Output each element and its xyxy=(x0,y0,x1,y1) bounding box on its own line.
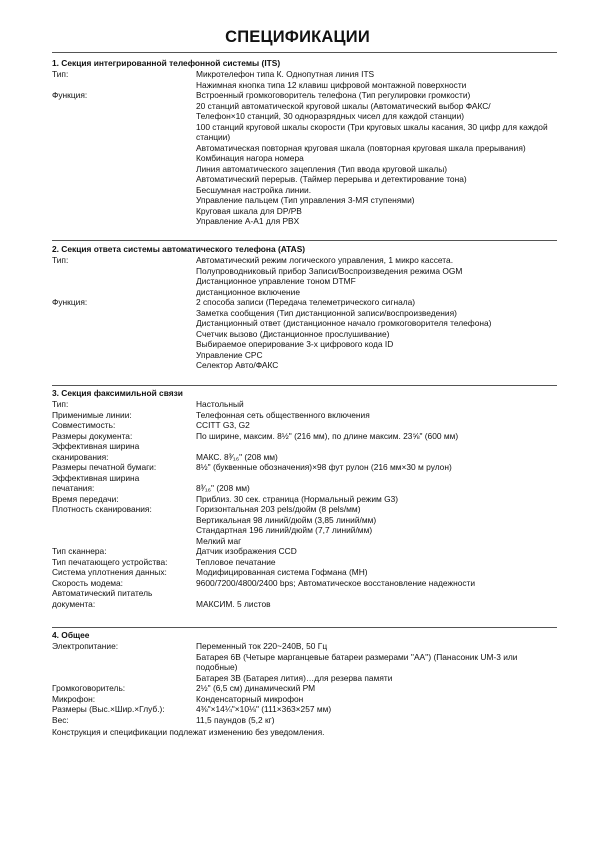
spec-label: Громкоговоритель: xyxy=(52,683,126,693)
spec-label: Тип сканнера: xyxy=(52,546,107,556)
spec-label: Скорость модема: xyxy=(52,577,124,588)
spec-value-line: Автоматический режим логического управления, 1 микро кассета. xyxy=(196,255,454,265)
spec-label: Микрофон: xyxy=(52,693,96,704)
spec-value xyxy=(196,504,557,546)
spec-value-line: Батарея 6В (Четыре марганцевые батареи размерами ''АА'') (Панасоник UM-3 или подобные) xyxy=(196,651,518,672)
spec-label: Применимые линии: xyxy=(52,409,132,420)
spec-value-line: Автоматический перерыв. (Таймер перерыва и детектирование тона) xyxy=(196,174,467,184)
spec-row xyxy=(52,694,557,705)
spec-value-line: Микротелефон типа К. Однопутная линия ITS xyxy=(196,69,375,79)
spec-value xyxy=(196,494,557,505)
spec-value-line: Тепловое печатание xyxy=(196,556,276,567)
spec-value xyxy=(196,683,557,694)
section-heading: 2. Секция ответа системы автоматического телефона (ATAS) xyxy=(52,244,306,254)
spec-row xyxy=(52,255,557,297)
spec-label: Размеры (Выс.×Шир.×Глуб.): xyxy=(52,704,165,714)
spec-value xyxy=(196,473,557,494)
spec-value-line: 2½" (6,5 см) динамический PM xyxy=(196,683,316,693)
section-4-divider xyxy=(52,627,557,628)
spec-row xyxy=(52,578,557,589)
spec-value-line: Приблиз. 30 сек. страница (Нормальный режим G3) xyxy=(196,493,399,504)
page-title: СПЕЦИФИКАЦИИ xyxy=(225,28,370,46)
spec-row xyxy=(52,410,557,421)
section-atas xyxy=(52,244,557,371)
spec-row xyxy=(52,494,557,505)
spec-value xyxy=(196,704,557,715)
spec-value xyxy=(196,546,557,557)
spec-label: Электропитание: xyxy=(52,641,119,651)
spec-value-line: Настольный xyxy=(196,399,244,409)
spec-value-line: 100 станций круговой шкалы скорости (Три круговых шкалы касания, 30 цифр для каждой станции) xyxy=(196,121,548,142)
spec-label: Система уплотнения данных: xyxy=(52,567,167,577)
spec-row xyxy=(52,641,557,683)
spec-label: Плотность сканирования: xyxy=(52,504,152,514)
spec-value-line: МАКСИМ. 5 листов xyxy=(196,598,271,609)
spec-value-line: Дистанционное управление тоном DTMF xyxy=(196,276,356,286)
spec-row xyxy=(52,504,557,546)
spec-value-line: Комбинация нагора номера xyxy=(196,153,304,163)
spec-value-line: 2 способа записи (Передача телеметрического сигнала) xyxy=(196,297,416,307)
spec-value xyxy=(196,255,557,297)
spec-label: Тип: xyxy=(52,255,69,265)
spec-row xyxy=(52,546,557,557)
spec-value-line xyxy=(196,441,557,452)
spec-value xyxy=(196,462,557,473)
spec-label: Тип печатающего устройства: xyxy=(52,556,168,567)
spec-value-line: Стандартная 196 линий/дюйм (7,7 линий/мм) xyxy=(196,525,373,535)
spec-row xyxy=(52,90,557,227)
spec-row xyxy=(52,420,557,431)
section-its xyxy=(52,58,557,227)
spec-label: Совместимость: xyxy=(52,420,116,430)
spec-value xyxy=(196,557,557,568)
spec-row xyxy=(52,588,557,609)
spec-value-line: Селектор Авто/ФАКС xyxy=(196,360,279,370)
spec-value xyxy=(196,69,557,90)
spec-row xyxy=(52,69,557,90)
spec-label: Размеры документа: xyxy=(52,430,133,441)
section-1-divider xyxy=(52,52,557,53)
spec-value xyxy=(196,297,557,371)
spec-value xyxy=(196,431,557,442)
spec-label: Время передачи: xyxy=(52,493,119,504)
spec-value-line: Вертикальная 98 линий/дюйм (3,85 линий/мм) xyxy=(196,514,377,525)
spec-value xyxy=(196,567,557,578)
spec-value-line: Управление CPC xyxy=(196,349,263,360)
section-heading: 1. Секция интегрированной телефонной системы (ITS) xyxy=(52,58,281,68)
spec-value-line: Датчик изображения CCD xyxy=(196,546,297,556)
spec-value-line: 8³⁄₁₆" (208 мм) xyxy=(196,483,250,493)
spec-value-line: Управление пальцем (Тип управления 3-МЯ ступенями) xyxy=(196,195,415,205)
spec-label: Эффективная ширина сканирования: xyxy=(52,441,140,462)
spec-value-line: Круговая шкала для DP/PB xyxy=(196,205,302,216)
spec-row xyxy=(52,399,557,410)
spec-value-line: 8½" (буквенные обозначения)×98 фут рулон (216 мм×30 м рулон) xyxy=(196,462,452,472)
spec-row xyxy=(52,441,557,462)
spec-label: Функция: xyxy=(52,297,88,307)
spec-row xyxy=(52,704,557,715)
spec-row xyxy=(52,567,557,578)
spec-row xyxy=(52,297,557,371)
spec-row xyxy=(52,473,557,494)
spec-label: Функция: xyxy=(52,90,88,100)
spec-row xyxy=(52,715,557,726)
spec-row xyxy=(52,431,557,442)
spec-label: Тип: xyxy=(52,69,69,79)
spec-value-line: 11,5 паундов (5,2 кг) xyxy=(196,714,275,725)
spec-value-line: Дистанционный ответ (дистанционное начало громкоговорителя телефона) xyxy=(196,318,492,328)
spec-value-line: 9600/7200/4800/2400 bps; Автоматическое восстановление надежности xyxy=(196,577,476,588)
spec-value-line: дистанционное включение xyxy=(196,286,300,297)
spec-value-line: Конденсаторный микрофон xyxy=(196,693,304,704)
spec-value xyxy=(196,90,557,227)
spec-value-line xyxy=(196,473,557,484)
spec-value-line xyxy=(196,588,557,599)
spec-value-line: Линия автоматического зацепления (Тип ввода круговой шкалы) xyxy=(196,163,448,174)
spec-value-line: Выбираемое оперирование 3-х цифрового кода ID xyxy=(196,339,394,349)
section-general xyxy=(52,630,557,725)
spec-row xyxy=(52,683,557,694)
spec-value xyxy=(196,694,557,705)
spec-value-line: По ширине, максим. 8½" (216 мм), по длине максим. 23⅝" (600 мм) xyxy=(196,430,459,441)
spec-value-line: Горизонтальная 203 pels/дюйм (8 pels/мм) xyxy=(196,504,361,514)
spec-value xyxy=(196,399,557,410)
spec-value xyxy=(196,410,557,421)
spec-value-line: Управление А-А1 для PBX xyxy=(196,216,300,226)
spec-value-line: Полупроводниковый прибор Записи/Воспроизведения режима OGM xyxy=(196,265,463,276)
spec-value-line: Автоматическая повторная круговая шкала (повторная круговая шкала прерывания) xyxy=(196,142,526,153)
spec-value-line: Модифицированная система Гофмана (MH) xyxy=(196,567,368,577)
spec-row xyxy=(52,557,557,568)
spec-value-line: 20 станций автоматической круговой шкалы (Автоматический выбор ФАКС/ xyxy=(196,100,491,111)
spec-value-line: 4⅜"×14¼"×10⅛" (111×363×257 мм) xyxy=(196,704,332,714)
spec-row xyxy=(52,462,557,473)
section-heading: 3. Секция факсимильной связи xyxy=(52,388,183,398)
spec-value xyxy=(196,715,557,726)
spec-value-line: Батарея 3В (Батарея лития)…для резерва памяти xyxy=(196,672,393,683)
spec-value-line: Бесшумная настройка линии. xyxy=(196,184,312,195)
spec-value-line: Счетчик вызово (Дистанционное прослушивание) xyxy=(196,328,390,339)
spec-label: Эффективная ширина печатания: xyxy=(52,472,140,493)
spec-value xyxy=(196,641,557,683)
section-2-divider xyxy=(52,240,557,241)
spec-label: Тип: xyxy=(52,399,69,409)
section-3-divider xyxy=(52,385,557,386)
spec-value-line: CCITT G3, G2 xyxy=(196,420,250,430)
spec-value-line: Нажимная кнопка типа 12 клавиш цифровой монтажной поверхности xyxy=(196,79,467,90)
spec-value-line: Телефон×10 станций, 30 одноразрядных чисел для каждой станции) xyxy=(196,111,465,121)
spec-value xyxy=(196,441,557,462)
spec-value-line: Встроенный громкоговоритель телефона (Тип регулировки громкости) xyxy=(196,90,471,100)
spec-value-line: Переменный ток 220~240В, 50 Гц xyxy=(196,641,328,651)
spec-value-line: МАКС. 8³⁄₁₆" (208 мм) xyxy=(196,451,278,462)
spec-value xyxy=(196,588,557,609)
spec-value-line: Телефонная сеть общественного включения xyxy=(196,409,370,420)
section-heading: 4. Общее xyxy=(52,630,90,640)
disclaimer-note: Конструкция и спецификации подлежат изменению без уведомления. xyxy=(52,727,325,737)
spec-value-line: Заметка сообщения (Тип дистанционной записи/воспроизведения) xyxy=(196,307,457,318)
spec-label: Размеры печатной бумаги: xyxy=(52,462,157,472)
spec-value xyxy=(196,578,557,589)
spec-value xyxy=(196,420,557,431)
spec-value-line: Мелкий маг xyxy=(196,535,242,546)
spec-label: Вес: xyxy=(52,714,69,725)
spec-label: Автоматический питатель документа: xyxy=(52,588,153,609)
section-fax xyxy=(52,388,557,609)
